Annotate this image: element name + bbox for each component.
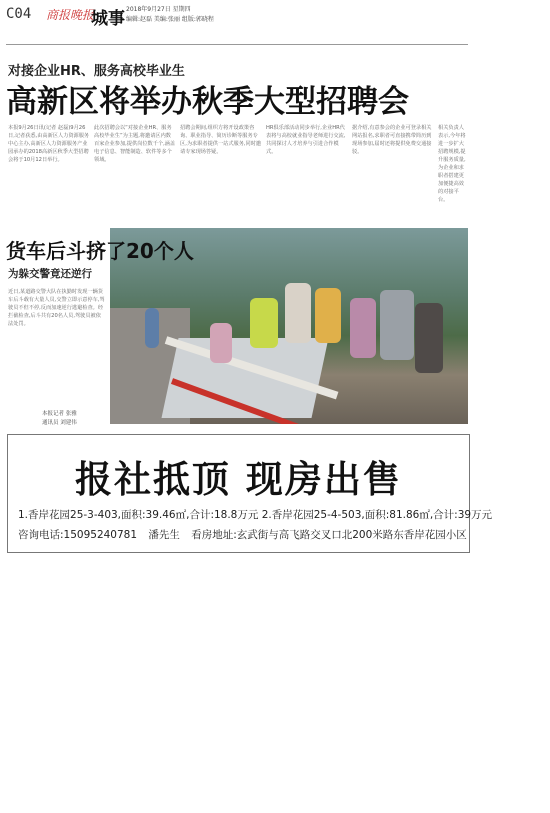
property-ad [7, 434, 493, 553]
ad-phone: 咨询电话:15095240781 [18, 529, 138, 541]
article-column: 招聘会期间,组织方将开设政策咨询、职业指导、简历诊断等服务专区,为求职者提供一站式服务,同时邀请专家现场答疑。 [180, 125, 262, 155]
header-divider [6, 44, 468, 45]
photo-person [380, 290, 414, 360]
page-header [6, 4, 546, 28]
ad-contact-line [18, 527, 467, 542]
page-number: C04 [6, 6, 32, 22]
article-column: HR俱乐部活动同步举行,企业HR代表将与高校就业指导老师进行交流,共同探讨人才培养与引进合作模式。 [266, 125, 346, 155]
article-kicker: 对接企业HR、服务高校毕业生 [8, 64, 185, 79]
ad-contact-name: 潘先生 [148, 529, 180, 541]
article-body [8, 124, 468, 224]
article-column: 此次招聘会以“对接企业HR、服务高校毕业生”为主题,将邀请区内数百家企业参加,提供岗位数千个,涵盖电子信息、智能制造、软件等多个领域。 [94, 125, 176, 163]
date-line: 2018年9月27日 星期四 [126, 6, 191, 13]
article-column: 据介绍,有意参会的企业可登录相关网站报名,求职者可直接携带简历到现场参加,届时还将提供免费交通接驳。 [352, 125, 432, 155]
article2-kicker: 为躲交警竟还逆行 [8, 268, 92, 280]
article2-headline: 货车后斗挤了20个人 [6, 239, 194, 263]
article-column: 本报9月26日讯(记者 赵磊)9月26日,记者获悉,由高新区人力资源服务中心主办,高新区人力资源服务产业园承办的2018高新区秋季大型招聘会将于10月12日举行。 [8, 125, 90, 163]
photo-person [250, 298, 278, 348]
photo-person [315, 288, 341, 343]
article-column: 相关负责人表示,今年将进一步扩大招聘规模,提升服务质量,为企业和求职者搭建更加便捷高效的对接平台。 [438, 125, 466, 203]
newspaper-logo: 商报晚报 [46, 8, 95, 22]
article2-body: 近日,某道路交警大队在执勤时发现一辆货车后斗载有大量人员,交警立即示意停车,驾驶员不但不停,反而加速逆行逃避检查。经拦截检查,后斗共有20名人员,驾驶员被依法处罚。 [8, 289, 105, 327]
article2-byline-correspondent: 通讯员 刘建伟 [42, 420, 77, 426]
ad-title: 报社抵顶 现房出售 [75, 458, 402, 501]
section-title: 城事 [91, 9, 125, 29]
ad-listings: 1.香岸花园25-3-403,面积:39.46㎡,合计:18.8万元 2.香岸花园25-4-503,面积:81.86㎡,合计:39万元 [18, 509, 493, 521]
photo-person [285, 283, 311, 343]
photo-person [145, 308, 159, 348]
photo-person [350, 298, 376, 358]
article-headline: 高新区将举办秋季大型招聘会 [6, 84, 409, 120]
photo-person [210, 323, 232, 363]
article2-byline-reporter: 本报记者 张雅 [42, 411, 77, 417]
ad-address: 看房地址:玄武街与高飞路交叉口北200米路东香岸花园小区 [191, 529, 467, 541]
editors-line: 编辑:赵磊 美编:张丽 组版:郭晓程 [126, 16, 214, 23]
photo-person [415, 303, 443, 373]
